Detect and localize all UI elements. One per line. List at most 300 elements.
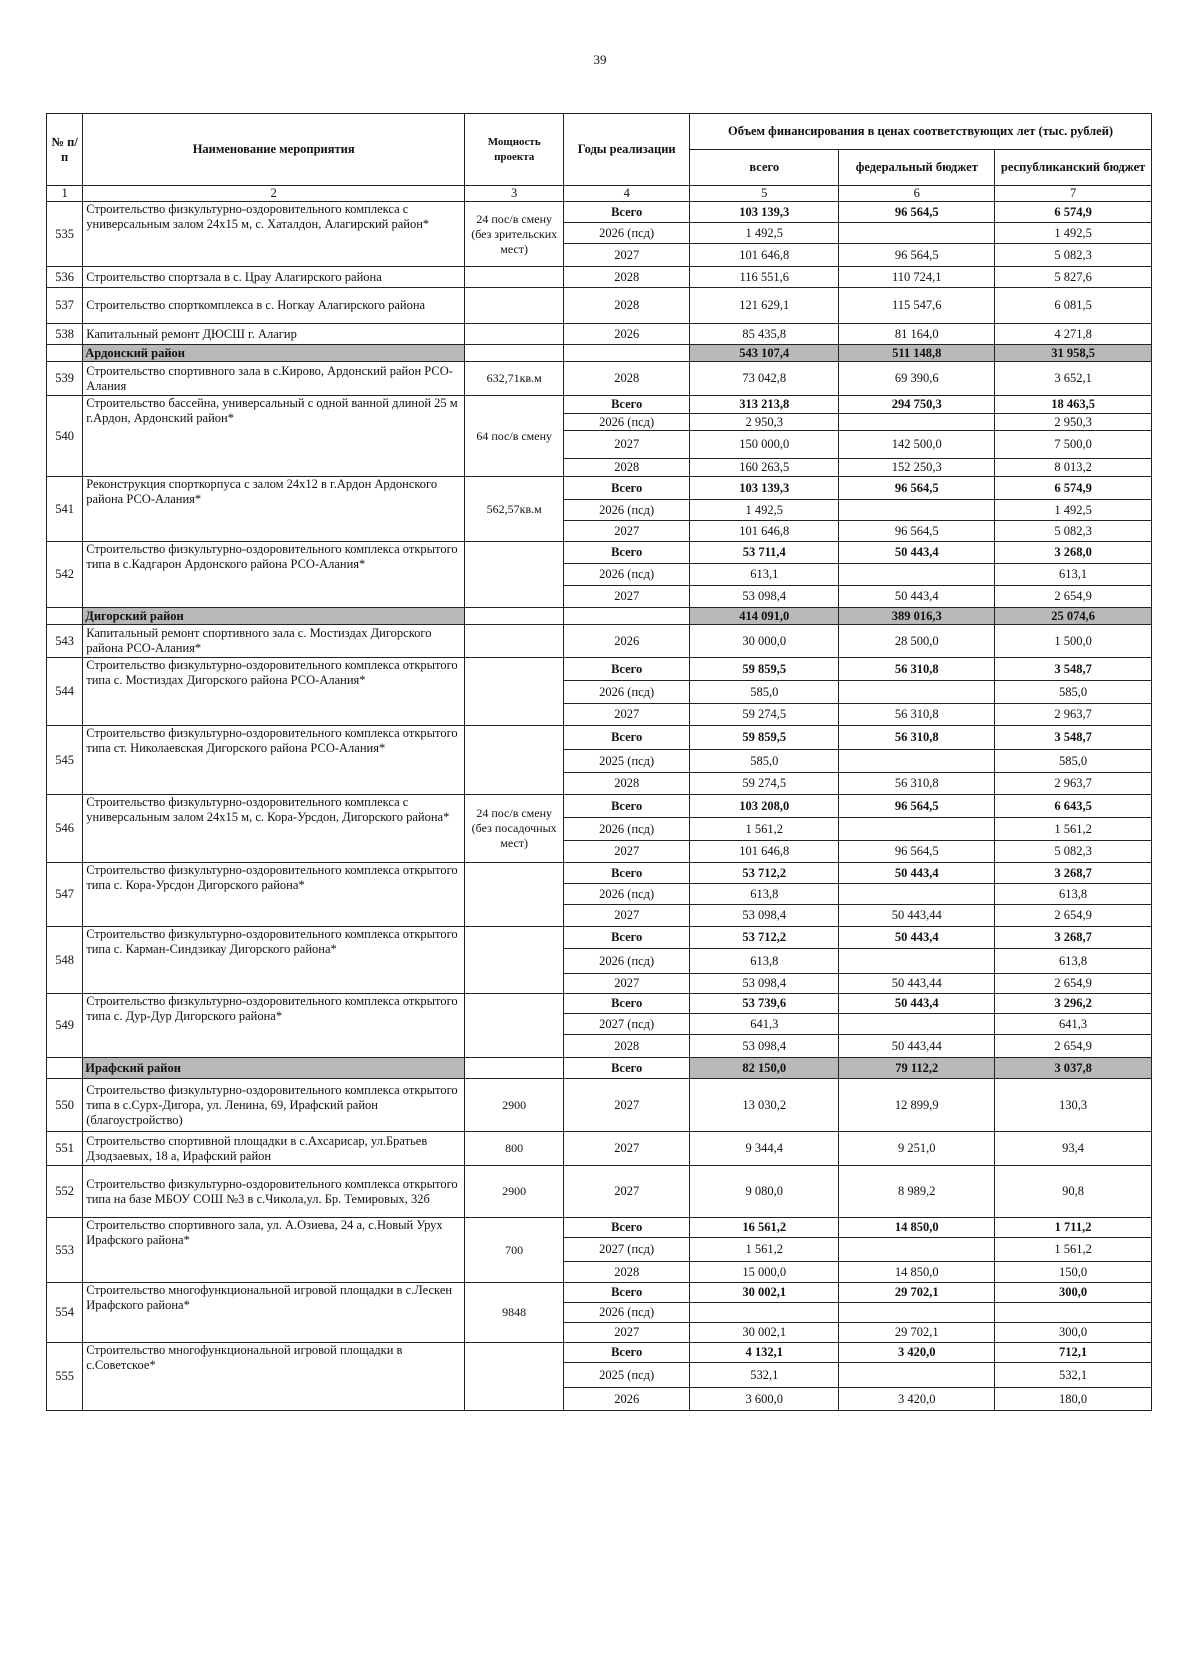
row-year: 2026 <box>564 1388 690 1411</box>
row-republic: 90,8 <box>995 1166 1152 1218</box>
row-total: 30 002,1 <box>690 1283 839 1303</box>
row-federal: 96 564,5 <box>839 477 995 500</box>
row-year: 2026 (псд) <box>564 564 690 586</box>
section-row <box>47 345 1152 362</box>
row-republic: 180,0 <box>995 1388 1152 1411</box>
row-name: Строительство физкультурно-оздоровительного комплекса открытого типа с. Мостиздах Дигорского района РСО-Алания* <box>83 658 465 726</box>
row-power: 2900 <box>465 1079 564 1132</box>
section-total: 82 150,0 <box>690 1058 839 1079</box>
row-number: 540 <box>47 396 83 477</box>
row-republic: 6 643,5 <box>995 795 1152 818</box>
row-number: 549 <box>47 994 83 1058</box>
row-federal: 8 989,2 <box>839 1166 995 1218</box>
row-year: 2026 (псд) <box>564 1303 690 1323</box>
row-total: 585,0 <box>690 681 839 704</box>
row-year: 2028 <box>564 362 690 396</box>
row-total: 85 435,8 <box>690 324 839 345</box>
row-republic: 1 561,2 <box>995 818 1152 841</box>
row-total: 53 098,4 <box>690 1035 839 1058</box>
row-republic: 1 500,0 <box>995 625 1152 658</box>
row-total: 53 098,4 <box>690 905 839 927</box>
row-total: 4 132,1 <box>690 1343 839 1363</box>
row-total: 103 139,3 <box>690 477 839 500</box>
row-federal: 12 899,9 <box>839 1079 995 1132</box>
row-name: Строительство спорткомплекса в с. Ногкау Алагирского района <box>83 288 465 324</box>
row-republic: 1 561,2 <box>995 1238 1152 1262</box>
section-federal: 79 112,2 <box>839 1058 995 1079</box>
row-total: 101 646,8 <box>690 841 839 863</box>
row-republic: 1 492,5 <box>995 500 1152 521</box>
row-total: 1 561,2 <box>690 1238 839 1262</box>
section-power <box>465 1058 564 1079</box>
row-name: Строительство физкультурно-оздоровительного комплекса открытого типа ст. Николаевская Дигорского района РСО-Алания* <box>83 726 465 795</box>
row-year: Всего <box>564 795 690 818</box>
row-republic: 5 082,3 <box>995 244 1152 267</box>
header-power: Мощность проекта <box>465 114 564 186</box>
table-row <box>47 795 1152 818</box>
row-federal: 28 500,0 <box>839 625 995 658</box>
row-total: 150 000,0 <box>690 431 839 459</box>
row-name: Строительство физкультурно-оздоровительного комплекса с универсальным залом 24х15 м, с. Хаталдон, Алагирский район* <box>83 202 465 267</box>
row-republic: 3 548,7 <box>995 726 1152 750</box>
row-year: 2028 <box>564 459 690 477</box>
row-republic: 5 827,6 <box>995 267 1152 288</box>
row-total: 53 098,4 <box>690 974 839 994</box>
row-name: Строительство физкультурно-оздоровительного комплекса открытого типа в с.Сурх-Дигора, ул. Ленина, 69, Ирафский район (благоустройство) <box>83 1079 465 1132</box>
table-row <box>47 1132 1152 1166</box>
row-name: Строительство спортивной площадки в с.Ахсарисар, ул.Братьев Дзодзаевых, 18 а, Ирафский район <box>83 1132 465 1166</box>
table-row <box>47 542 1152 564</box>
row-year: Всего <box>564 726 690 750</box>
table-row <box>47 267 1152 288</box>
row-power: 9848 <box>465 1283 564 1343</box>
row-republic: 8 013,2 <box>995 459 1152 477</box>
row-republic: 3 296,2 <box>995 994 1152 1014</box>
row-federal: 14 850,0 <box>839 1218 995 1238</box>
row-year: 2027 <box>564 704 690 726</box>
row-power <box>465 288 564 324</box>
row-federal: 29 702,1 <box>839 1283 995 1303</box>
row-power <box>465 625 564 658</box>
row-total: 53 711,4 <box>690 542 839 564</box>
row-year: 2025 (псд) <box>564 750 690 773</box>
table-row <box>47 396 1152 414</box>
row-federal: 50 443,4 <box>839 927 995 949</box>
row-federal <box>839 500 995 521</box>
row-total: 1 492,5 <box>690 223 839 244</box>
row-federal: 294 750,3 <box>839 396 995 414</box>
row-year: 2027 <box>564 1323 690 1343</box>
row-federal: 110 724,1 <box>839 267 995 288</box>
row-total: 3 600,0 <box>690 1388 839 1411</box>
section-federal: 511 148,8 <box>839 345 995 362</box>
colnum: 2 <box>83 186 465 202</box>
table-row <box>47 1079 1152 1132</box>
section-num <box>47 1058 83 1079</box>
row-year: 2027 <box>564 244 690 267</box>
row-total: 585,0 <box>690 750 839 773</box>
row-federal: 115 547,6 <box>839 288 995 324</box>
header-republic: республиканский бюджет <box>995 150 1152 186</box>
row-federal: 3 420,0 <box>839 1388 995 1411</box>
row-number: 546 <box>47 795 83 863</box>
row-federal <box>839 681 995 704</box>
row-total: 613,1 <box>690 564 839 586</box>
row-total: 160 263,5 <box>690 459 839 477</box>
colnum: 6 <box>839 186 995 202</box>
row-year: 2026 (псд) <box>564 681 690 704</box>
row-year: 2027 <box>564 586 690 608</box>
row-total: 121 629,1 <box>690 288 839 324</box>
row-year: 2026 (псд) <box>564 414 690 431</box>
row-federal <box>839 1363 995 1388</box>
row-federal: 50 443,4 <box>839 863 995 884</box>
row-federal: 96 564,5 <box>839 521 995 542</box>
row-republic: 1 492,5 <box>995 223 1152 244</box>
table-row <box>47 863 1152 884</box>
row-year: 2026 (псд) <box>564 223 690 244</box>
row-federal <box>839 1303 995 1323</box>
row-republic: 585,0 <box>995 681 1152 704</box>
table-row <box>47 658 1152 681</box>
table-row <box>47 362 1152 396</box>
row-total: 532,1 <box>690 1363 839 1388</box>
row-republic: 6 574,9 <box>995 477 1152 500</box>
row-total: 641,3 <box>690 1014 839 1035</box>
row-republic: 6 574,9 <box>995 202 1152 223</box>
row-total: 59 274,5 <box>690 773 839 795</box>
row-name: Строительство спортивного зала в с.Кирово, Ардонский район РСО-Алания <box>83 362 465 396</box>
header-years: Годы реализации <box>564 114 690 186</box>
row-year: Всего <box>564 658 690 681</box>
row-power: 562,57кв.м <box>465 477 564 542</box>
row-name: Строительство многофункциональной игровой площадки в с.Советское* <box>83 1343 465 1411</box>
table-row <box>47 288 1152 324</box>
row-federal: 56 310,8 <box>839 773 995 795</box>
row-total: 73 042,8 <box>690 362 839 396</box>
row-republic: 2 654,9 <box>995 974 1152 994</box>
row-total: 59 859,5 <box>690 726 839 750</box>
row-power: 64 пос/в смену <box>465 396 564 477</box>
row-republic: 300,0 <box>995 1283 1152 1303</box>
row-power <box>465 994 564 1058</box>
row-federal: 152 250,3 <box>839 459 995 477</box>
row-name: Строительство физкультурно-оздоровительного комплекса с универсальным залом 24х15 м, с. Кора-Урсдон, Дигорского района* <box>83 795 465 863</box>
row-total: 15 000,0 <box>690 1262 839 1283</box>
row-republic: 613,1 <box>995 564 1152 586</box>
row-name: Строительство спортивного зала, ул. А.Озиева, 24 а, с.Новый Урух Ирафского района* <box>83 1218 465 1283</box>
row-federal: 3 420,0 <box>839 1343 995 1363</box>
table-row <box>47 1166 1152 1218</box>
table-row <box>47 625 1152 658</box>
row-total: 103 139,3 <box>690 202 839 223</box>
row-republic: 2 950,3 <box>995 414 1152 431</box>
row-number: 536 <box>47 267 83 288</box>
table-row <box>47 324 1152 345</box>
row-year: 2027 <box>564 431 690 459</box>
table-row <box>47 726 1152 750</box>
header-federal: федеральный бюджет <box>839 150 995 186</box>
row-republic: 641,3 <box>995 1014 1152 1035</box>
section-total: 543 107,4 <box>690 345 839 362</box>
row-federal: 96 564,5 <box>839 841 995 863</box>
section-republic: 31 958,5 <box>995 345 1152 362</box>
row-republic: 2 654,9 <box>995 905 1152 927</box>
row-year: 2026 (псд) <box>564 500 690 521</box>
row-total: 59 859,5 <box>690 658 839 681</box>
page-number: 39 <box>593 52 607 67</box>
row-number: 550 <box>47 1079 83 1132</box>
row-name: Строительство многофункциональной игровой площадки в с.Лескен Ирафского района* <box>83 1283 465 1343</box>
row-number: 548 <box>47 927 83 994</box>
row-year: Всего <box>564 202 690 223</box>
row-republic: 2 963,7 <box>995 773 1152 795</box>
section-num <box>47 345 83 362</box>
row-number: 535 <box>47 202 83 267</box>
row-power: 632,71кв.м <box>465 362 564 396</box>
row-year: 2026 <box>564 324 690 345</box>
row-republic: 3 652,1 <box>995 362 1152 396</box>
row-year: 2028 <box>564 1035 690 1058</box>
row-republic: 2 654,9 <box>995 1035 1152 1058</box>
section-total: 414 091,0 <box>690 608 839 625</box>
row-federal: 56 310,8 <box>839 658 995 681</box>
table-row <box>47 477 1152 500</box>
row-year: 2027 <box>564 1079 690 1132</box>
row-year: 2027 <box>564 841 690 863</box>
row-republic: 150,0 <box>995 1262 1152 1283</box>
row-federal: 142 500,0 <box>839 431 995 459</box>
row-federal: 50 443,4 <box>839 994 995 1014</box>
section-republic: 25 074,6 <box>995 608 1152 625</box>
row-republic: 2 654,9 <box>995 586 1152 608</box>
colnum: 4 <box>564 186 690 202</box>
row-total: 9 344,4 <box>690 1132 839 1166</box>
row-name: Строительство физкультурно-оздоровительного комплекса открытого типа в с.Кадгарон Ардонского района РСО-Алания* <box>83 542 465 608</box>
row-federal: 56 310,8 <box>839 726 995 750</box>
row-republic: 5 082,3 <box>995 521 1152 542</box>
row-power <box>465 726 564 795</box>
row-year: Всего <box>564 1218 690 1238</box>
row-republic: 613,8 <box>995 949 1152 974</box>
row-number: 542 <box>47 542 83 608</box>
colnum: 5 <box>690 186 839 202</box>
row-year: 2026 (псд) <box>564 949 690 974</box>
row-total: 1 492,5 <box>690 500 839 521</box>
row-federal: 96 564,5 <box>839 244 995 267</box>
row-number: 547 <box>47 863 83 927</box>
row-power <box>465 1343 564 1411</box>
row-number: 555 <box>47 1343 83 1411</box>
row-republic: 93,4 <box>995 1132 1152 1166</box>
row-total: 53 739,6 <box>690 994 839 1014</box>
colnum: 1 <box>47 186 83 202</box>
row-power <box>465 324 564 345</box>
row-power: 2900 <box>465 1166 564 1218</box>
row-number: 541 <box>47 477 83 542</box>
row-year: Всего <box>564 542 690 564</box>
row-federal: 96 564,5 <box>839 202 995 223</box>
row-federal <box>839 884 995 905</box>
section-row <box>47 1058 1152 1079</box>
section-year: Всего <box>564 1058 690 1079</box>
row-total: 101 646,8 <box>690 244 839 267</box>
row-total: 103 208,0 <box>690 795 839 818</box>
row-number: 552 <box>47 1166 83 1218</box>
row-republic: 6 081,5 <box>995 288 1152 324</box>
row-year: 2027 <box>564 521 690 542</box>
row-number: 539 <box>47 362 83 396</box>
colnum: 7 <box>995 186 1152 202</box>
row-power <box>465 863 564 927</box>
row-year: 2028 <box>564 288 690 324</box>
row-year: 2028 <box>564 773 690 795</box>
row-year: Всего <box>564 477 690 500</box>
row-federal: 69 390,6 <box>839 362 995 396</box>
table-row <box>47 1218 1152 1238</box>
row-year: 2027 (псд) <box>564 1238 690 1262</box>
section-republic: 3 037,8 <box>995 1058 1152 1079</box>
row-year: 2027 <box>564 905 690 927</box>
row-year: 2026 (псд) <box>564 818 690 841</box>
row-power: 24 пос/в смену (без зрительских мест) <box>465 202 564 267</box>
table-row <box>47 202 1152 223</box>
row-total: 53 098,4 <box>690 586 839 608</box>
row-total: 53 712,2 <box>690 927 839 949</box>
row-number: 551 <box>47 1132 83 1166</box>
row-total: 1 561,2 <box>690 818 839 841</box>
row-name: Строительство бассейна, универсальный с одной ванной длиной 25 м г.Ардон, Ардонский район* <box>83 396 465 477</box>
row-total: 30 002,1 <box>690 1323 839 1343</box>
row-number: 544 <box>47 658 83 726</box>
row-name: Капитальный ремонт ДЮСШ г. Алагир <box>83 324 465 345</box>
header-num: № п/п <box>47 114 83 186</box>
row-power: 24 пос/в смену (без посадочных мест) <box>465 795 564 863</box>
row-republic: 585,0 <box>995 750 1152 773</box>
row-power <box>465 267 564 288</box>
row-republic: 7 500,0 <box>995 431 1152 459</box>
row-republic: 5 082,3 <box>995 841 1152 863</box>
row-federal: 50 443,44 <box>839 1035 995 1058</box>
row-federal: 9 251,0 <box>839 1132 995 1166</box>
row-federal <box>839 564 995 586</box>
row-total <box>690 1303 839 1323</box>
row-federal: 50 443,4 <box>839 542 995 564</box>
row-total: 101 646,8 <box>690 521 839 542</box>
section-power <box>465 345 564 362</box>
row-number: 554 <box>47 1283 83 1343</box>
row-total: 313 213,8 <box>690 396 839 414</box>
row-year: 2028 <box>564 1262 690 1283</box>
row-total: 53 712,2 <box>690 863 839 884</box>
row-power <box>465 927 564 994</box>
row-name: Реконструкция спорткорпуса с залом 24х12 в г.Ардон Ардонского района РСО-Алания* <box>83 477 465 542</box>
row-federal <box>839 1014 995 1035</box>
row-name: Капитальный ремонт спортивного зала с. Мостиздах Дигорского района РСО-Алания* <box>83 625 465 658</box>
table-row <box>47 927 1152 949</box>
row-republic: 1 711,2 <box>995 1218 1152 1238</box>
row-year: Всего <box>564 994 690 1014</box>
row-power: 700 <box>465 1218 564 1283</box>
row-federal: 96 564,5 <box>839 795 995 818</box>
section-year <box>564 345 690 362</box>
row-year: Всего <box>564 1283 690 1303</box>
row-year: 2027 (псд) <box>564 1014 690 1035</box>
row-federal: 81 164,0 <box>839 324 995 345</box>
row-federal: 14 850,0 <box>839 1262 995 1283</box>
row-federal: 56 310,8 <box>839 704 995 726</box>
row-federal: 50 443,44 <box>839 974 995 994</box>
section-year <box>564 608 690 625</box>
row-total: 116 551,6 <box>690 267 839 288</box>
row-republic: 18 463,5 <box>995 396 1152 414</box>
row-republic: 3 268,0 <box>995 542 1152 564</box>
row-republic: 532,1 <box>995 1363 1152 1388</box>
row-year: 2026 (псд) <box>564 884 690 905</box>
row-name: Строительство физкультурно-оздоровительного комплекса открытого типа с. Дур-Дур Дигорского района* <box>83 994 465 1058</box>
row-total: 9 080,0 <box>690 1166 839 1218</box>
row-year: Всего <box>564 396 690 414</box>
section-federal: 389 016,3 <box>839 608 995 625</box>
row-federal <box>839 818 995 841</box>
funding-table <box>46 113 1152 1411</box>
row-name: Строительство спортзала в с. Црау Алагирского района <box>83 267 465 288</box>
row-total: 613,8 <box>690 884 839 905</box>
row-republic: 130,3 <box>995 1079 1152 1132</box>
header-total: всего <box>690 150 839 186</box>
row-republic: 300,0 <box>995 1323 1152 1343</box>
section-num <box>47 608 83 625</box>
row-republic: 3 268,7 <box>995 863 1152 884</box>
row-year: 2028 <box>564 267 690 288</box>
row-number: 538 <box>47 324 83 345</box>
row-year: Всего <box>564 927 690 949</box>
table-body <box>47 202 1152 1411</box>
row-federal: 50 443,4 <box>839 586 995 608</box>
row-total: 59 274,5 <box>690 704 839 726</box>
row-republic: 2 963,7 <box>995 704 1152 726</box>
row-year: 2025 (псд) <box>564 1363 690 1388</box>
section-row <box>47 608 1152 625</box>
row-year: 2026 <box>564 625 690 658</box>
row-power <box>465 542 564 608</box>
colnum: 3 <box>465 186 564 202</box>
table-row <box>47 994 1152 1014</box>
row-total: 16 561,2 <box>690 1218 839 1238</box>
row-year: 2027 <box>564 974 690 994</box>
row-number: 553 <box>47 1218 83 1283</box>
row-number: 543 <box>47 625 83 658</box>
row-republic: 3 268,7 <box>995 927 1152 949</box>
row-republic <box>995 1303 1152 1323</box>
row-federal <box>839 1238 995 1262</box>
table-row <box>47 1283 1152 1303</box>
row-number: 545 <box>47 726 83 795</box>
row-republic: 712,1 <box>995 1343 1152 1363</box>
table-row <box>47 1343 1152 1363</box>
row-year: 2027 <box>564 1132 690 1166</box>
row-republic: 4 271,8 <box>995 324 1152 345</box>
section-name: Ирафский район <box>83 1058 465 1079</box>
header-funding: Объем финансирования в ценах соответствующих лет (тыс. рублей) <box>690 114 1152 150</box>
row-federal <box>839 949 995 974</box>
row-federal <box>839 750 995 773</box>
section-name: Ардонский район <box>83 345 465 362</box>
row-name: Строительство физкультурно-оздоровительного комплекса открытого типа на базе МБОУ СОШ №3 в с.Чикола,ул. Бр. Темировых, 32б <box>83 1166 465 1218</box>
row-year: 2027 <box>564 1166 690 1218</box>
row-power: 800 <box>465 1132 564 1166</box>
row-power <box>465 658 564 726</box>
